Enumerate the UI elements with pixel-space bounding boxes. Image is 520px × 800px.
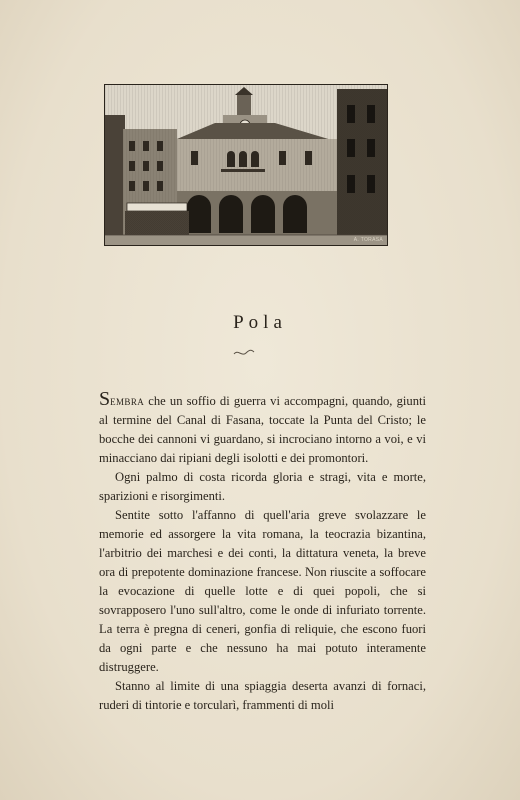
opening-small-caps: embra: [110, 394, 145, 408]
body-text: [99, 388, 426, 715]
drop-cap: S: [99, 388, 111, 410]
town-hall-engraving: [105, 85, 387, 245]
tilde-ornament: [233, 348, 255, 358]
chapter-title: Pola: [233, 312, 287, 333]
paragraph-4: Stanno al limite di una spiaggia deserta avanzi di fornaci, ruderi di tintorie e torcularì, frammenti di moli: [99, 679, 426, 712]
engraver-signature: A. TORASA: [353, 237, 383, 243]
paragraph-1: [99, 388, 426, 468]
paragraph-3: Sentite sotto l'affanno di quell'aria greve svolazzare le memorie ed assorgere la vita romana, la teocrazia bizantina, l'arbitrio dei marchesi e dei conti, la dittatura veneta, la breve ora di prepotente dominazione francese. Non riuscite a soffocare la evocazione di quelle lotte e di quei popoli, che si sovrapposero l'uno sull'altro, come le onde di infuriato torrente. La terra è pregna di ceneri, gonfia di reliquie, che escono fuori da ogni parte e che nessuno ha mai potuto interamente distruggere.: [99, 508, 426, 674]
paragraph-2: Ogni palmo di costa ricorda gloria e stragi, vita e morte, sparizioni e risorgimenti.: [99, 470, 426, 503]
paragraph-1-text: che un soffio di guerra vi accompagni, quando, giunti al termine del Canal di Fasana, toccate la Punta del Cristo; le bocche dei cannoni vi guardano, si incrociano intorno a voi, e vi minacciano dai ripiani degli isolotti e dei promontori.: [99, 394, 426, 465]
engraving-illustration: [104, 84, 388, 246]
